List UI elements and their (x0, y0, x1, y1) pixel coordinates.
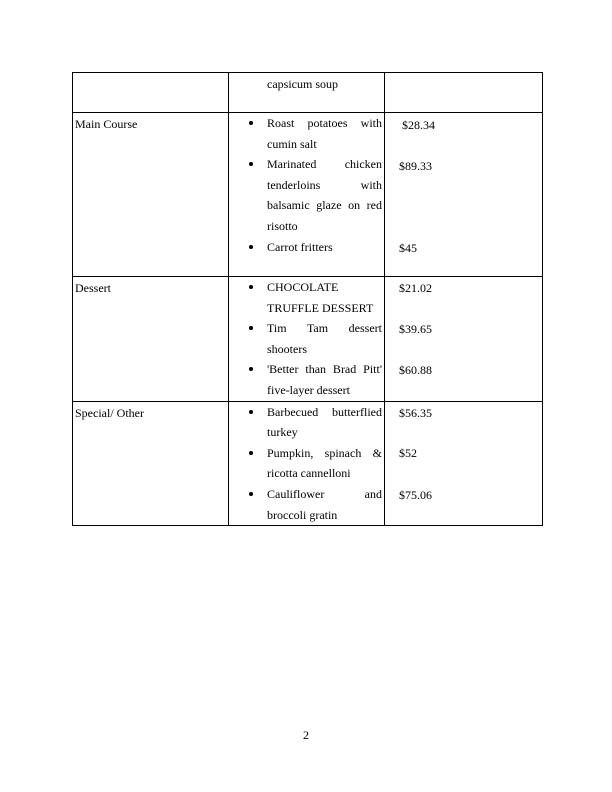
price-value: $45 (399, 241, 417, 255)
items-cell (229, 73, 385, 113)
price-value: $52 (399, 446, 417, 461)
item-list (229, 277, 384, 401)
price-value: $75.06 (399, 487, 432, 502)
category-cell (73, 401, 229, 526)
list-item: Pumpkin, spinach & ricotta cannelloni (267, 443, 382, 484)
price-cell (385, 73, 543, 113)
continued-item: capsicum soup (267, 77, 338, 91)
list-item: 'Better than Brad Pitt' five-layer dessert (267, 359, 382, 400)
price-cell (385, 113, 543, 277)
category-cell (73, 73, 229, 113)
price-value: $28.34 (402, 118, 435, 132)
table-row-continuation (73, 73, 543, 113)
table-row-dessert (73, 277, 543, 402)
items-cell (229, 113, 385, 277)
category-cell (73, 277, 229, 402)
list-item: Marinated chicken tenderloins with balsamic glaze on red risotto (267, 154, 382, 236)
category-label: Main Course (75, 117, 138, 131)
category-label: Dessert (75, 281, 111, 295)
table-row-special-other (73, 401, 543, 526)
items-cell (229, 401, 385, 526)
list-item: Cauliflower and broccoli gratin (267, 484, 382, 525)
list-item: Tim Tam dessert shooters (267, 318, 382, 359)
item-list (229, 402, 384, 526)
list-item: Barbecued butterflied turkey (267, 402, 382, 443)
price-value: $60.88 (399, 363, 432, 377)
page-number: 2 (303, 728, 309, 742)
price-cell (385, 401, 543, 526)
price-value: $89.33 (399, 158, 432, 173)
list-item: CHOCOLATE TRUFFLE DESSERT (267, 277, 382, 318)
items-cell (229, 277, 385, 402)
list-item: Roast potatoes with cumin salt (267, 113, 382, 154)
price-value: $39.65 (399, 321, 432, 336)
list-item: Carrot fritters (267, 237, 382, 258)
item-list (229, 113, 384, 257)
menu-table (72, 72, 543, 526)
category-label: Special/ Other (75, 405, 144, 420)
category-cell (73, 113, 229, 277)
price-value: $56.35 (399, 405, 432, 420)
price-cell (385, 277, 543, 402)
price-value: $21.02 (399, 281, 432, 295)
table-row-main-course (73, 113, 543, 277)
